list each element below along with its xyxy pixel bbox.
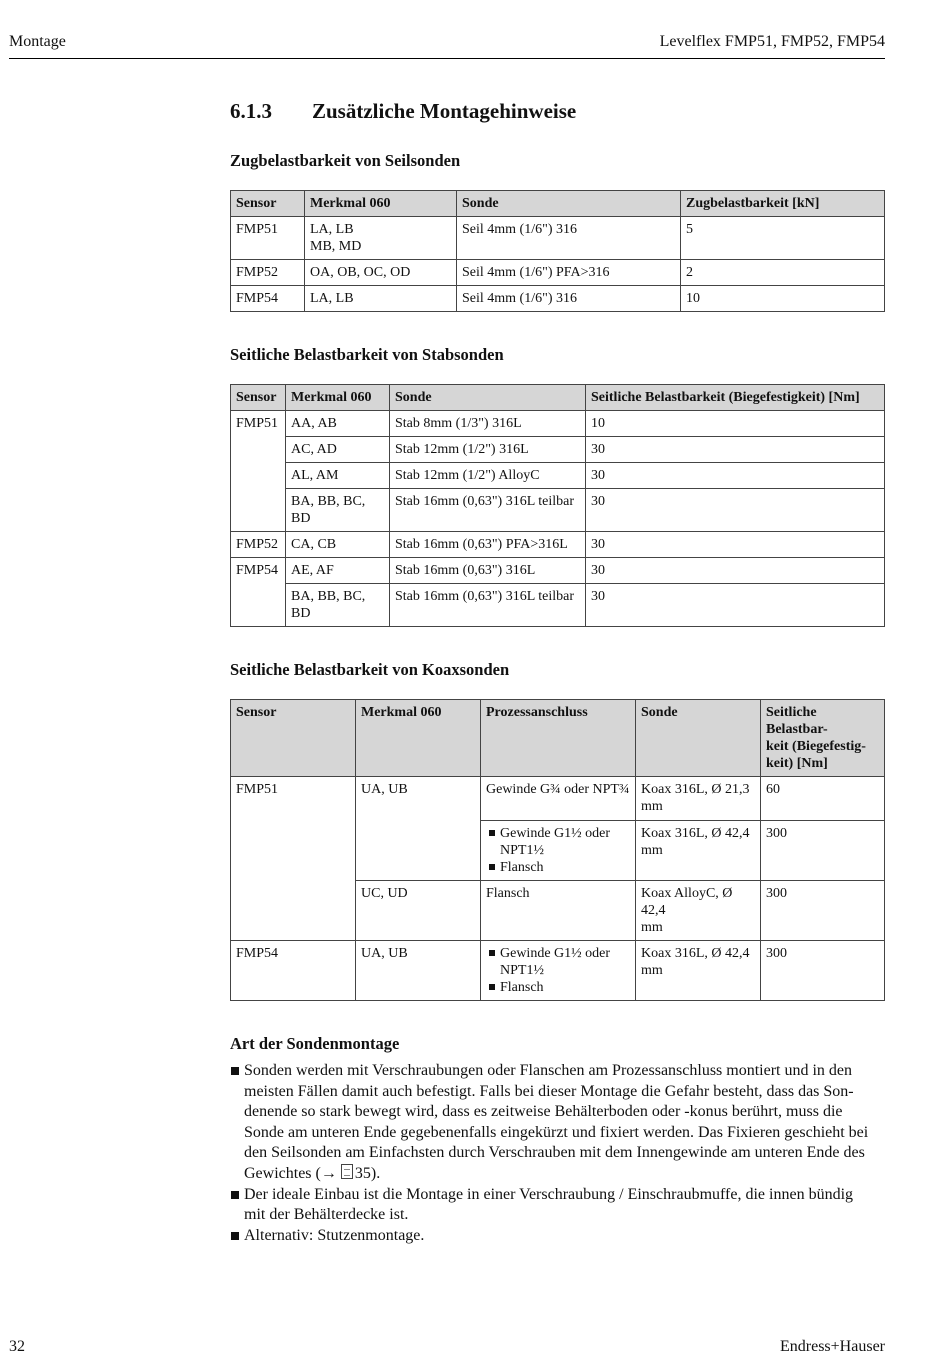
cell-merkmal: CA, CB <box>286 532 390 558</box>
col-header: Sonde <box>390 385 586 411</box>
cell-value: 30 <box>586 437 885 463</box>
col-header: Merkmal 060 <box>356 700 481 777</box>
cell-sonde: Seil 4mm (1/6") 316 <box>457 217 681 260</box>
col-header: Sensor <box>231 191 305 217</box>
table-row <box>231 558 885 584</box>
header-line: Seitliche Belastbar- <box>766 705 828 737</box>
header-section-name: Montage <box>9 33 66 50</box>
header-line: keit (Biegefestig- <box>766 739 866 754</box>
text-line: Der ideale Einbau ist die Montage in einer Verschraubung / Einschraubmuffe, die innen bündig <box>244 1185 854 1203</box>
t2-heading: Seitliche Belastbarkeit von Stabsonden <box>230 345 504 364</box>
table-row <box>231 489 885 532</box>
text-line: meisten Fällen damit auch befestigt. Falls bei dieser Montage die Gefahr besteht, dass das Son- <box>244 1082 854 1100</box>
cell-sonde <box>636 881 761 941</box>
col-header: Sensor <box>231 385 286 411</box>
cell-sensor: FMP51 <box>231 777 356 941</box>
table-row <box>231 777 885 821</box>
section-title: Zusätzliche Montagehinweise <box>312 99 577 123</box>
cell-value: 10 <box>586 411 885 437</box>
list-item <box>230 1185 885 1226</box>
cell-sonde: Stab 16mm (0,63") 316L teilbar <box>390 489 586 532</box>
table-header-row <box>231 700 885 777</box>
cell-line: Gewinde G1½ oder <box>500 946 611 961</box>
list-item <box>230 1061 885 1185</box>
anschluss-list <box>486 825 630 876</box>
cell-anschluss <box>481 821 636 881</box>
cell-line: Koax 316L, Ø 42,4 <box>641 826 750 841</box>
cell-sensor: FMP54 <box>231 941 356 1001</box>
col-header: Seitliche Belastbarkeit (Biegefestigkeit) [Nm] <box>586 385 885 411</box>
table-row <box>231 584 885 627</box>
rod-lateral-table <box>230 384 885 627</box>
cell-line: LA, LB <box>310 222 354 237</box>
cell-line: Koax 316L, Ø 21,3 <box>641 782 750 797</box>
cell-line: mm <box>641 963 663 978</box>
cell-line: NPT1½ <box>500 963 544 978</box>
col-header: Zugbelastbarkeit [kN] <box>681 191 885 217</box>
cell-merkmal: AA, AB <box>286 411 390 437</box>
cell-sonde: Stab 16mm (0,63") 316L <box>390 558 586 584</box>
text-line: mit der Behälterdecke ist. <box>244 1206 409 1224</box>
table-row <box>231 217 885 260</box>
cell-merkmal: UC, UD <box>356 881 481 941</box>
cell-merkmal: BA, BB, BC, BD <box>286 584 390 627</box>
cell-sensor: FMP52 <box>231 260 305 286</box>
cell-sonde <box>636 777 761 821</box>
table-header-row <box>231 191 885 217</box>
cell-sensor: FMP52 <box>231 532 286 558</box>
cell-merkmal: AC, AD <box>286 437 390 463</box>
cell-value: 30 <box>586 489 885 532</box>
cell-line: Koax AlloyC, Ø 42,4 <box>641 886 733 918</box>
page-reference[interactable]: 35). <box>354 1164 381 1182</box>
cell-value: 5 <box>681 217 885 260</box>
cell-merkmal: UA, UB <box>356 941 481 1001</box>
cell-value: 60 <box>761 777 885 821</box>
cell-line: Gewinde G1½ oder <box>500 826 611 841</box>
cell-line: Koax 316L, Ø 42,4 <box>641 946 750 961</box>
t3-heading: Seitliche Belastbarkeit von Koaxsonden <box>230 660 510 679</box>
col-header: Sonde <box>636 700 761 777</box>
t1-heading: Zugbelastbarkeit von Seilsonden <box>230 151 461 170</box>
cell-merkmal: BA, BB, BC, BD <box>286 489 390 532</box>
page-reference-icon <box>341 1164 353 1179</box>
text-line: denende so stark bewegt wird, dass es zeitweise Behälterboden oder -konus berührt, muss die <box>244 1103 843 1121</box>
col-header <box>761 700 885 777</box>
cell-sonde: Seil 4mm (1/6") 316 <box>457 286 681 312</box>
cell-line: mm <box>641 920 663 935</box>
cell-anschluss: Gewinde G¾ oder NPT¾ <box>481 777 636 821</box>
table-header-row <box>231 385 885 411</box>
cell-value: 10 <box>681 286 885 312</box>
list-item <box>486 945 630 979</box>
page-number: 32 <box>9 1338 25 1355</box>
cell-sonde: Stab 16mm (0,63") 316L teilbar <box>390 584 586 627</box>
text-line: den Seilsonden am Einfachsten durch Verschrauben mit dem Innengewinde am unteren Ende des <box>244 1144 865 1162</box>
cell-sonde <box>636 821 761 881</box>
cell-line: mm <box>641 799 663 814</box>
list-item: Flansch <box>486 979 630 996</box>
cell-anschluss: Flansch <box>481 881 636 941</box>
table-row <box>231 463 885 489</box>
table-row <box>231 532 885 558</box>
col-header: Sonde <box>457 191 681 217</box>
cell-merkmal: AE, AF <box>286 558 390 584</box>
cell-sensor: FMP54 <box>231 558 286 627</box>
text-line: Sonden werden mit Verschraubungen oder Flanschen am Prozessanschluss montiert und in den <box>244 1062 853 1079</box>
cell-merkmal: LA, LB <box>305 286 457 312</box>
text-line <box>244 1164 885 1185</box>
section-heading <box>230 98 885 132</box>
cell-sonde: Stab 12mm (1/2") AlloyC <box>390 463 586 489</box>
cell-merkmal: OA, OB, OC, OD <box>305 260 457 286</box>
table-row <box>231 941 885 1001</box>
col-header: Prozessanschluss <box>481 700 636 777</box>
cell-merkmal <box>305 217 457 260</box>
cell-sonde: Stab 12mm (1/2") 316L <box>390 437 586 463</box>
cell-value: 30 <box>586 532 885 558</box>
table-row <box>231 286 885 312</box>
table-row <box>231 411 885 437</box>
page-content <box>230 98 885 1246</box>
cell-merkmal: AL, AM <box>286 463 390 489</box>
cell-sonde: Seil 4mm (1/6") PFA>316 <box>457 260 681 286</box>
header-line: keit) [Nm] <box>766 756 828 771</box>
cell-line: mm <box>641 843 663 858</box>
cell-value: 300 <box>761 821 885 881</box>
text-fragment: Gewichtes (→ <box>244 1164 337 1182</box>
col-header: Merkmal 060 <box>305 191 457 217</box>
cell-sensor: FMP54 <box>231 286 305 312</box>
header-product-name: Levelflex FMP51, FMP52, FMP54 <box>659 33 885 50</box>
cell-line: MB, MD <box>310 239 362 254</box>
cell-anschluss <box>481 941 636 1001</box>
cell-sensor: FMP51 <box>231 217 305 260</box>
table-row <box>231 260 885 286</box>
tensile-table <box>230 190 885 312</box>
cell-sonde: Stab 8mm (1/3") 316L <box>390 411 586 437</box>
text-line: Sonde am unteren Ende gegebenenfalls eingekürzt und fixiert werden. Das Fixieren geschieht bei <box>244 1123 869 1141</box>
col-header: Merkmal 060 <box>286 385 390 411</box>
art-heading: Art der Sondenmontage <box>230 1034 400 1053</box>
anschluss-list <box>486 945 630 996</box>
cell-value: 2 <box>681 260 885 286</box>
cell-sonde <box>636 941 761 1001</box>
cell-merkmal: UA, UB <box>356 777 481 881</box>
list-item <box>486 825 630 859</box>
footer-brand: Endress+Hauser <box>780 1338 885 1355</box>
cell-value: 300 <box>761 941 885 1001</box>
table-row <box>231 437 885 463</box>
cell-line: NPT1½ <box>500 843 544 858</box>
cell-sensor: FMP51 <box>231 411 286 532</box>
coax-lateral-table <box>230 699 885 1001</box>
cell-value: 30 <box>586 584 885 627</box>
cell-value: 30 <box>586 463 885 489</box>
list-item: Flansch <box>486 859 630 876</box>
cell-value: 300 <box>761 881 885 941</box>
col-header: Sensor <box>231 700 356 777</box>
cell-sonde: Stab 16mm (0,63") PFA>316L <box>390 532 586 558</box>
cell-value: 30 <box>586 558 885 584</box>
list-item: Alternativ: Stutzenmontage. <box>230 1226 885 1247</box>
section-number: 6.1.3 <box>230 99 272 123</box>
header-rule <box>9 58 885 59</box>
mounting-list <box>230 1061 885 1246</box>
